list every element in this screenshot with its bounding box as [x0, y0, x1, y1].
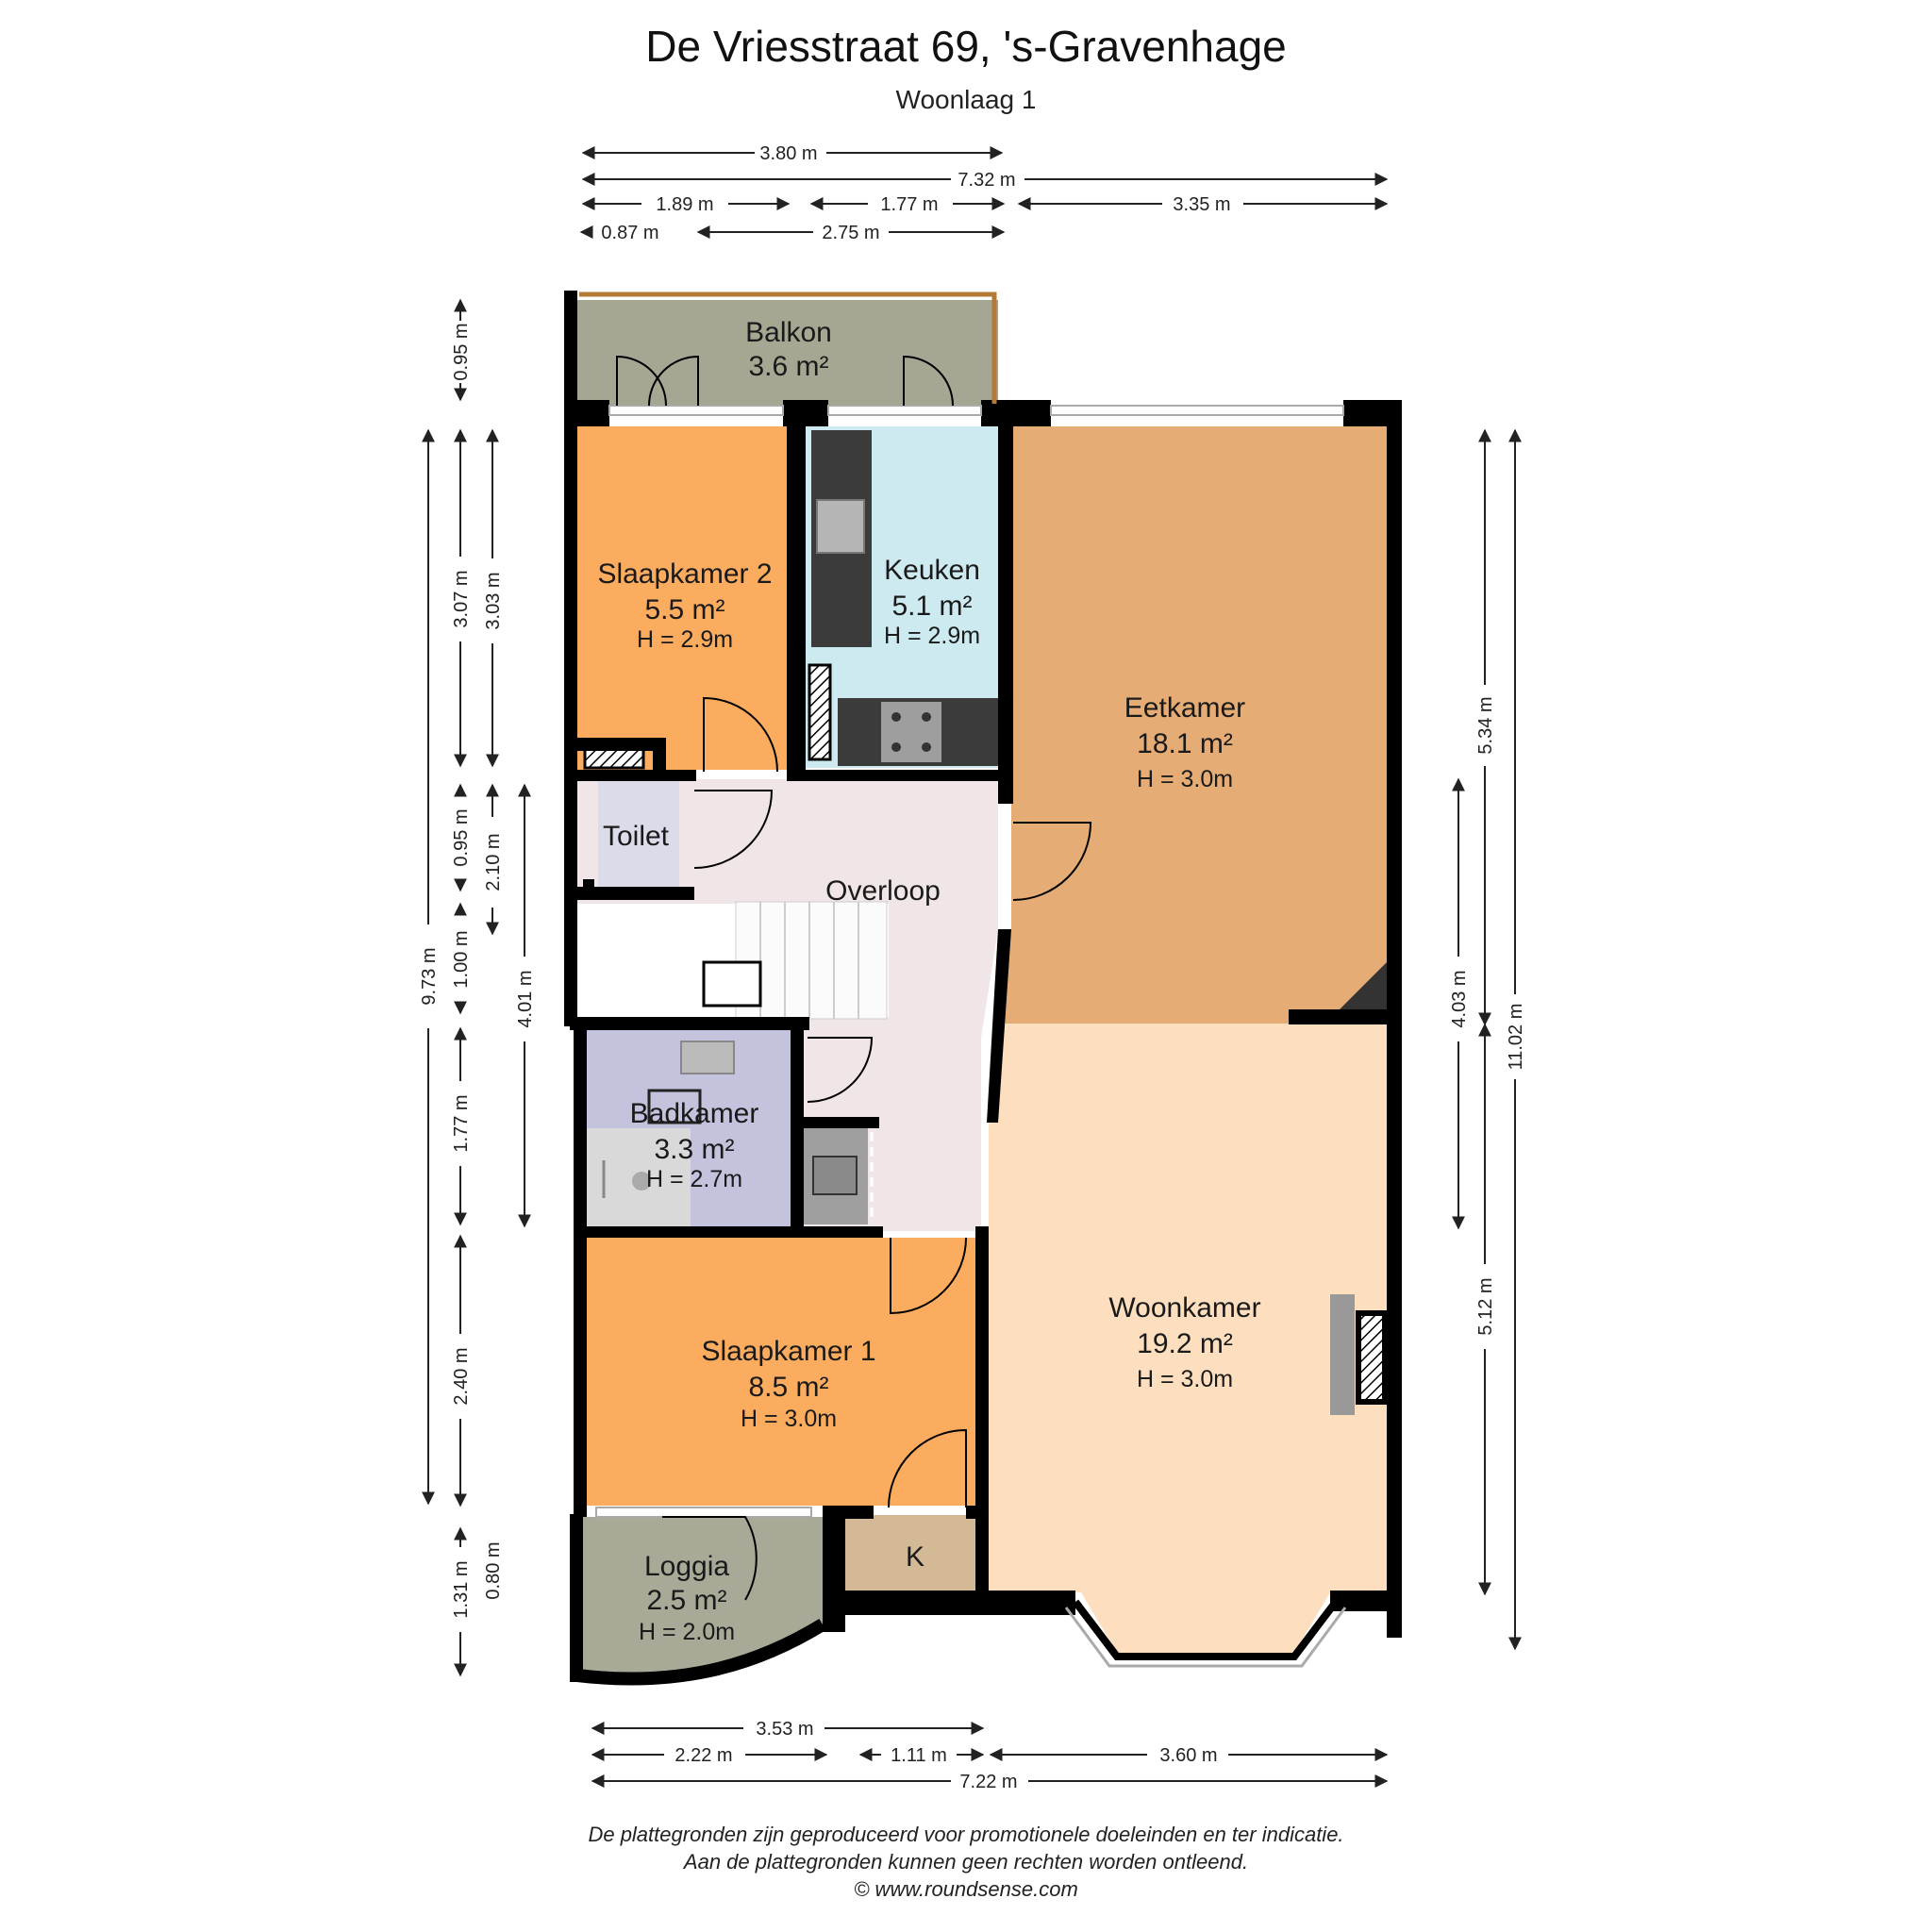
- dim-right-11-02: 11.02 m: [1506, 1003, 1526, 1071]
- dim-top-7-32: 7.32 m: [958, 170, 1016, 191]
- dim-top-3-35: 3.35 m: [1173, 194, 1231, 215]
- overloop-name: Overloop: [825, 875, 941, 907]
- dim-right-4-03: 4.03 m: [1449, 970, 1470, 1028]
- dim-bottom-1-11: 1.11 m: [891, 1745, 947, 1766]
- dim-left-3-03: 3.03 m: [483, 572, 504, 630]
- dim-top-1-77: 1.77 m: [880, 194, 939, 215]
- disclaimer-line-2: Aan de plattegronden kunnen geen rechten worden ontleend.: [683, 1850, 1249, 1874]
- loggia-name: Loggia: [643, 1551, 730, 1582]
- eetkamer-area: 18.1 m²: [1137, 728, 1233, 759]
- kitchen-stove: [881, 702, 941, 762]
- floor-label: Woonlaag 1: [895, 85, 1037, 114]
- dim-left-1-77: 1.77 m: [451, 1094, 472, 1153]
- kast-name: K: [905, 1541, 925, 1573]
- eetkamer-floor: [998, 426, 1387, 1024]
- keuken-height: H = 2.9m: [883, 623, 981, 649]
- woonkamer-name: Woonkamer: [1108, 1292, 1261, 1324]
- fireplace: [1330, 1294, 1355, 1415]
- dim-left-2-10: 2.10 m: [483, 833, 504, 891]
- woonkamer-area: 19.2 m²: [1137, 1328, 1233, 1359]
- balkon-name: Balkon: [745, 317, 832, 348]
- slaapkamer2-area: 5.5 m²: [644, 594, 725, 625]
- dim-left-0-95-mid: 0.95 m: [451, 808, 472, 867]
- dim-left-2-40: 2.40 m: [451, 1347, 472, 1406]
- keuken-area: 5.1 m²: [891, 591, 973, 622]
- dim-left-1-31: 1.31 m: [451, 1560, 472, 1619]
- dim-right-5-12: 5.12 m: [1475, 1277, 1496, 1336]
- dim-left-3-07: 3.07 m: [451, 570, 472, 628]
- dim-left-1-00: 1.00 m: [451, 930, 472, 989]
- slaapkamer1-height: H = 3.0m: [740, 1406, 838, 1432]
- badkamer-area: 3.3 m²: [654, 1134, 735, 1165]
- chimney: [1358, 1313, 1385, 1402]
- eetkamer-height: H = 3.0m: [1136, 766, 1234, 792]
- loggia-height: H = 2.0m: [638, 1619, 736, 1645]
- disclaimer: [0, 1821, 1932, 1903]
- woonkamer-height: H = 3.0m: [1136, 1366, 1234, 1392]
- toilet-name: Toilet: [602, 821, 670, 852]
- copyright-link[interactable]: © www.roundsense.com: [854, 1877, 1078, 1901]
- disclaimer-line-1: De plattegronden zijn geproduceerd voor promotionele doeleinden en ter indicatie.: [588, 1823, 1344, 1846]
- dim-bottom-3-53: 3.53 m: [756, 1719, 814, 1740]
- dim-bottom-3-60: 3.60 m: [1159, 1745, 1218, 1766]
- plan-title: De Vriesstraat 69, 's-Gravenhage: [645, 22, 1287, 71]
- dim-top-1-89: 1.89 m: [656, 194, 714, 215]
- slaapkamer1-name: Slaapkamer 1: [701, 1336, 876, 1367]
- badkamer-name: Badkamer: [629, 1098, 759, 1129]
- dim-left-0-80: 0.80 m: [483, 1541, 504, 1600]
- dim-left-0-95-top: 0.95 m: [451, 323, 472, 381]
- dim-bottom-2-22: 2.22 m: [675, 1745, 733, 1766]
- badkamer-height: H = 2.7m: [645, 1166, 743, 1192]
- dim-top-0-87: 0.87 m: [601, 223, 659, 243]
- slaapkamer1-area: 8.5 m²: [748, 1372, 829, 1403]
- kitchen-sink: [817, 500, 864, 553]
- kitchen-hatch: [809, 665, 830, 759]
- dim-left-4-01: 4.01 m: [515, 970, 536, 1028]
- slaapkamer2-height: H = 2.9m: [636, 626, 734, 653]
- dim-left-9-73: 9.73 m: [419, 947, 440, 1006]
- bath-sink: [681, 1041, 734, 1074]
- keuken-name: Keuken: [884, 555, 980, 586]
- eetkamer-name: Eetkamer: [1124, 692, 1246, 724]
- balkon-area: 3.6 m²: [748, 351, 829, 382]
- slaapkamer2-name: Slaapkamer 2: [597, 558, 773, 590]
- dim-right-5-34: 5.34 m: [1475, 696, 1496, 755]
- dim-top-2-75: 2.75 m: [822, 223, 880, 243]
- dim-bottom-7-22: 7.22 m: [959, 1772, 1018, 1792]
- dim-top-3-80: 3.80 m: [759, 143, 818, 164]
- loggia-area: 2.5 m²: [646, 1585, 727, 1616]
